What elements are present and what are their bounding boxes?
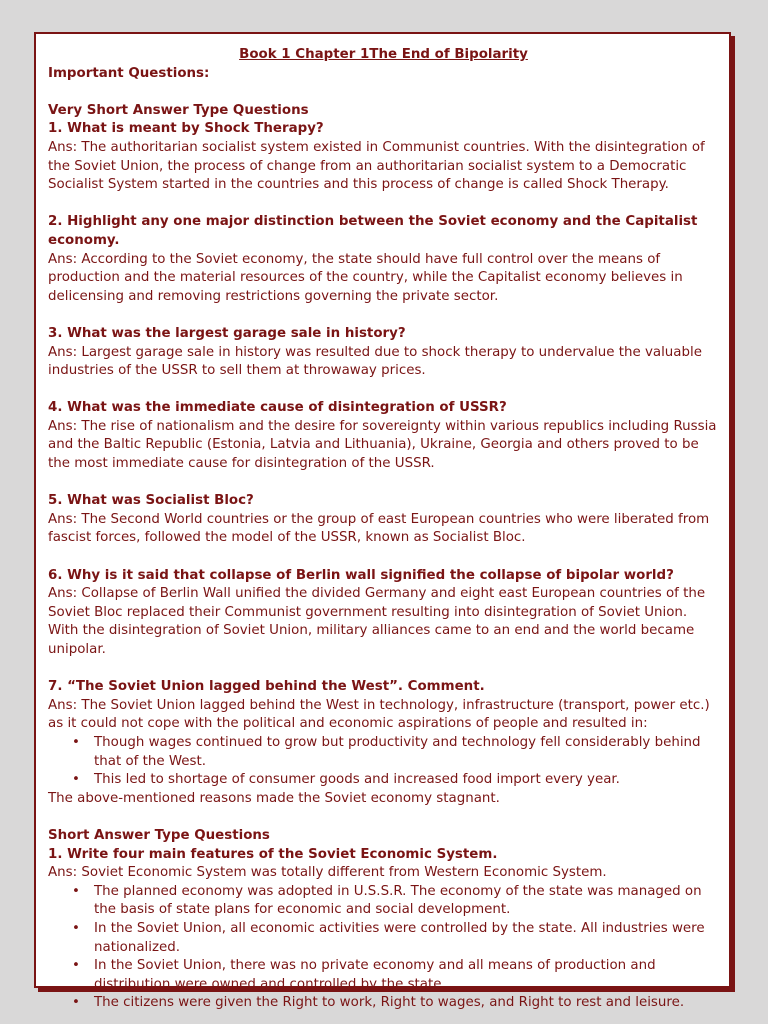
answer-3: Ans: Largest garage sale in history was resulted due to shock therapy to undervalue the valuable industries of the USSR to sell them at throwaway prices. xyxy=(48,344,702,379)
question-4: 4. What was the immediate cause of disintegration of USSR? xyxy=(48,400,507,416)
short-answer-1-bullet-list xyxy=(48,883,719,1013)
question-1: 1. What is meant by Shock Therapy? xyxy=(48,121,324,137)
document-page xyxy=(34,32,731,1011)
question-6: 6. Why is it said that collapse of Berlin wall signified the collapse of bipolar world? xyxy=(48,567,674,583)
list-item: • Though wages continued to grow but productivity and technology fell considerably behind that of the West. xyxy=(94,734,719,771)
answer-7-conclusion: The above-mentioned reasons made the Soviet economy stagnant. xyxy=(48,790,500,806)
answer-4: Ans: The rise of nationalism and the desire for sovereignty within various republics including Russia and the Baltic Republic (Estonia, Latvia and Lithuania), Ukraine, Georgia and others proved to be the most immediate cause for disintegration of the USSR. xyxy=(48,418,717,472)
short-answer-1: Ans: Soviet Economic System was totally different from Western Economic System. xyxy=(48,865,607,881)
page-title: Book 1 Chapter 1The End of Bipolarity xyxy=(239,47,528,62)
list-item: • In the Soviet Union, all economic activities were controlled by the state. All industries were nationalized. xyxy=(94,920,719,957)
short-question-1: 1. Write four main features of the Soviet Economic System. xyxy=(48,846,498,862)
answer-5: Ans: The Second World countries or the group of east European countries who were liberated from fascist forces, followed the model of the USSR, known as Socialist Bloc. xyxy=(48,511,710,546)
answer-1: Ans: The authoritarian socialist system existed in Communist countries. With the disintegration of the Soviet Union, the process of change from an authoritarian socialist system to a Democratic Socialist System started in the countries and this process of change is called Shock Therapy. xyxy=(48,139,705,193)
list-item: • The planned economy was adopted in U.S.S.R. The economy of the state was managed on the basis of state plans for economic and social development. xyxy=(94,883,719,920)
question-7: 7. “The Soviet Union lagged behind the West”. Comment. xyxy=(48,679,485,695)
list-item: • The citizens were given the Right to work, Right to wages, and Right to rest and leisure. xyxy=(94,994,719,1013)
question-2: 2. Highlight any one major distinction between the Soviet economy and the Capitalist economy. xyxy=(48,214,698,248)
question-3: 3. What was the largest garage sale in history? xyxy=(48,325,406,341)
question-5: 5. What was Socialist Bloc? xyxy=(48,493,254,509)
answer-7: Ans: The Soviet Union lagged behind the West in technology, infrastructure (transport, power etc.) as it could not cope with the political and economic aspirations of people and resulted in: xyxy=(48,697,710,732)
answer-2: Ans: According to the Soviet economy, the state should have full control over the means of production and the material resources of the country, while the Capitalist economy believes in delicensing and removing restrictions governing the private sector. xyxy=(48,251,683,304)
very-short-answer-heading: Very Short Answer Type Questions xyxy=(48,102,309,118)
short-answer-heading: Short Answer Type Questions xyxy=(48,827,270,843)
list-item: • In the Soviet Union, there was no private economy and all means of production and distribution were owned and controlled by the state. xyxy=(94,957,719,994)
document-content xyxy=(48,46,719,1013)
answer-6: Ans: Collapse of Berlin Wall unified the divided Germany and eight east European countries of the Soviet Bloc replaced their Communist government resulting into disintegration of Soviet Union. With the disintegration of Soviet Union, military alliances came to an end and the world became unipolar. xyxy=(48,586,706,657)
answer-7-bullet-list xyxy=(48,734,719,790)
list-item: • This led to shortage of consumer goods and increased food import every year. xyxy=(94,771,719,790)
important-questions-heading: Important Questions: xyxy=(48,65,210,81)
